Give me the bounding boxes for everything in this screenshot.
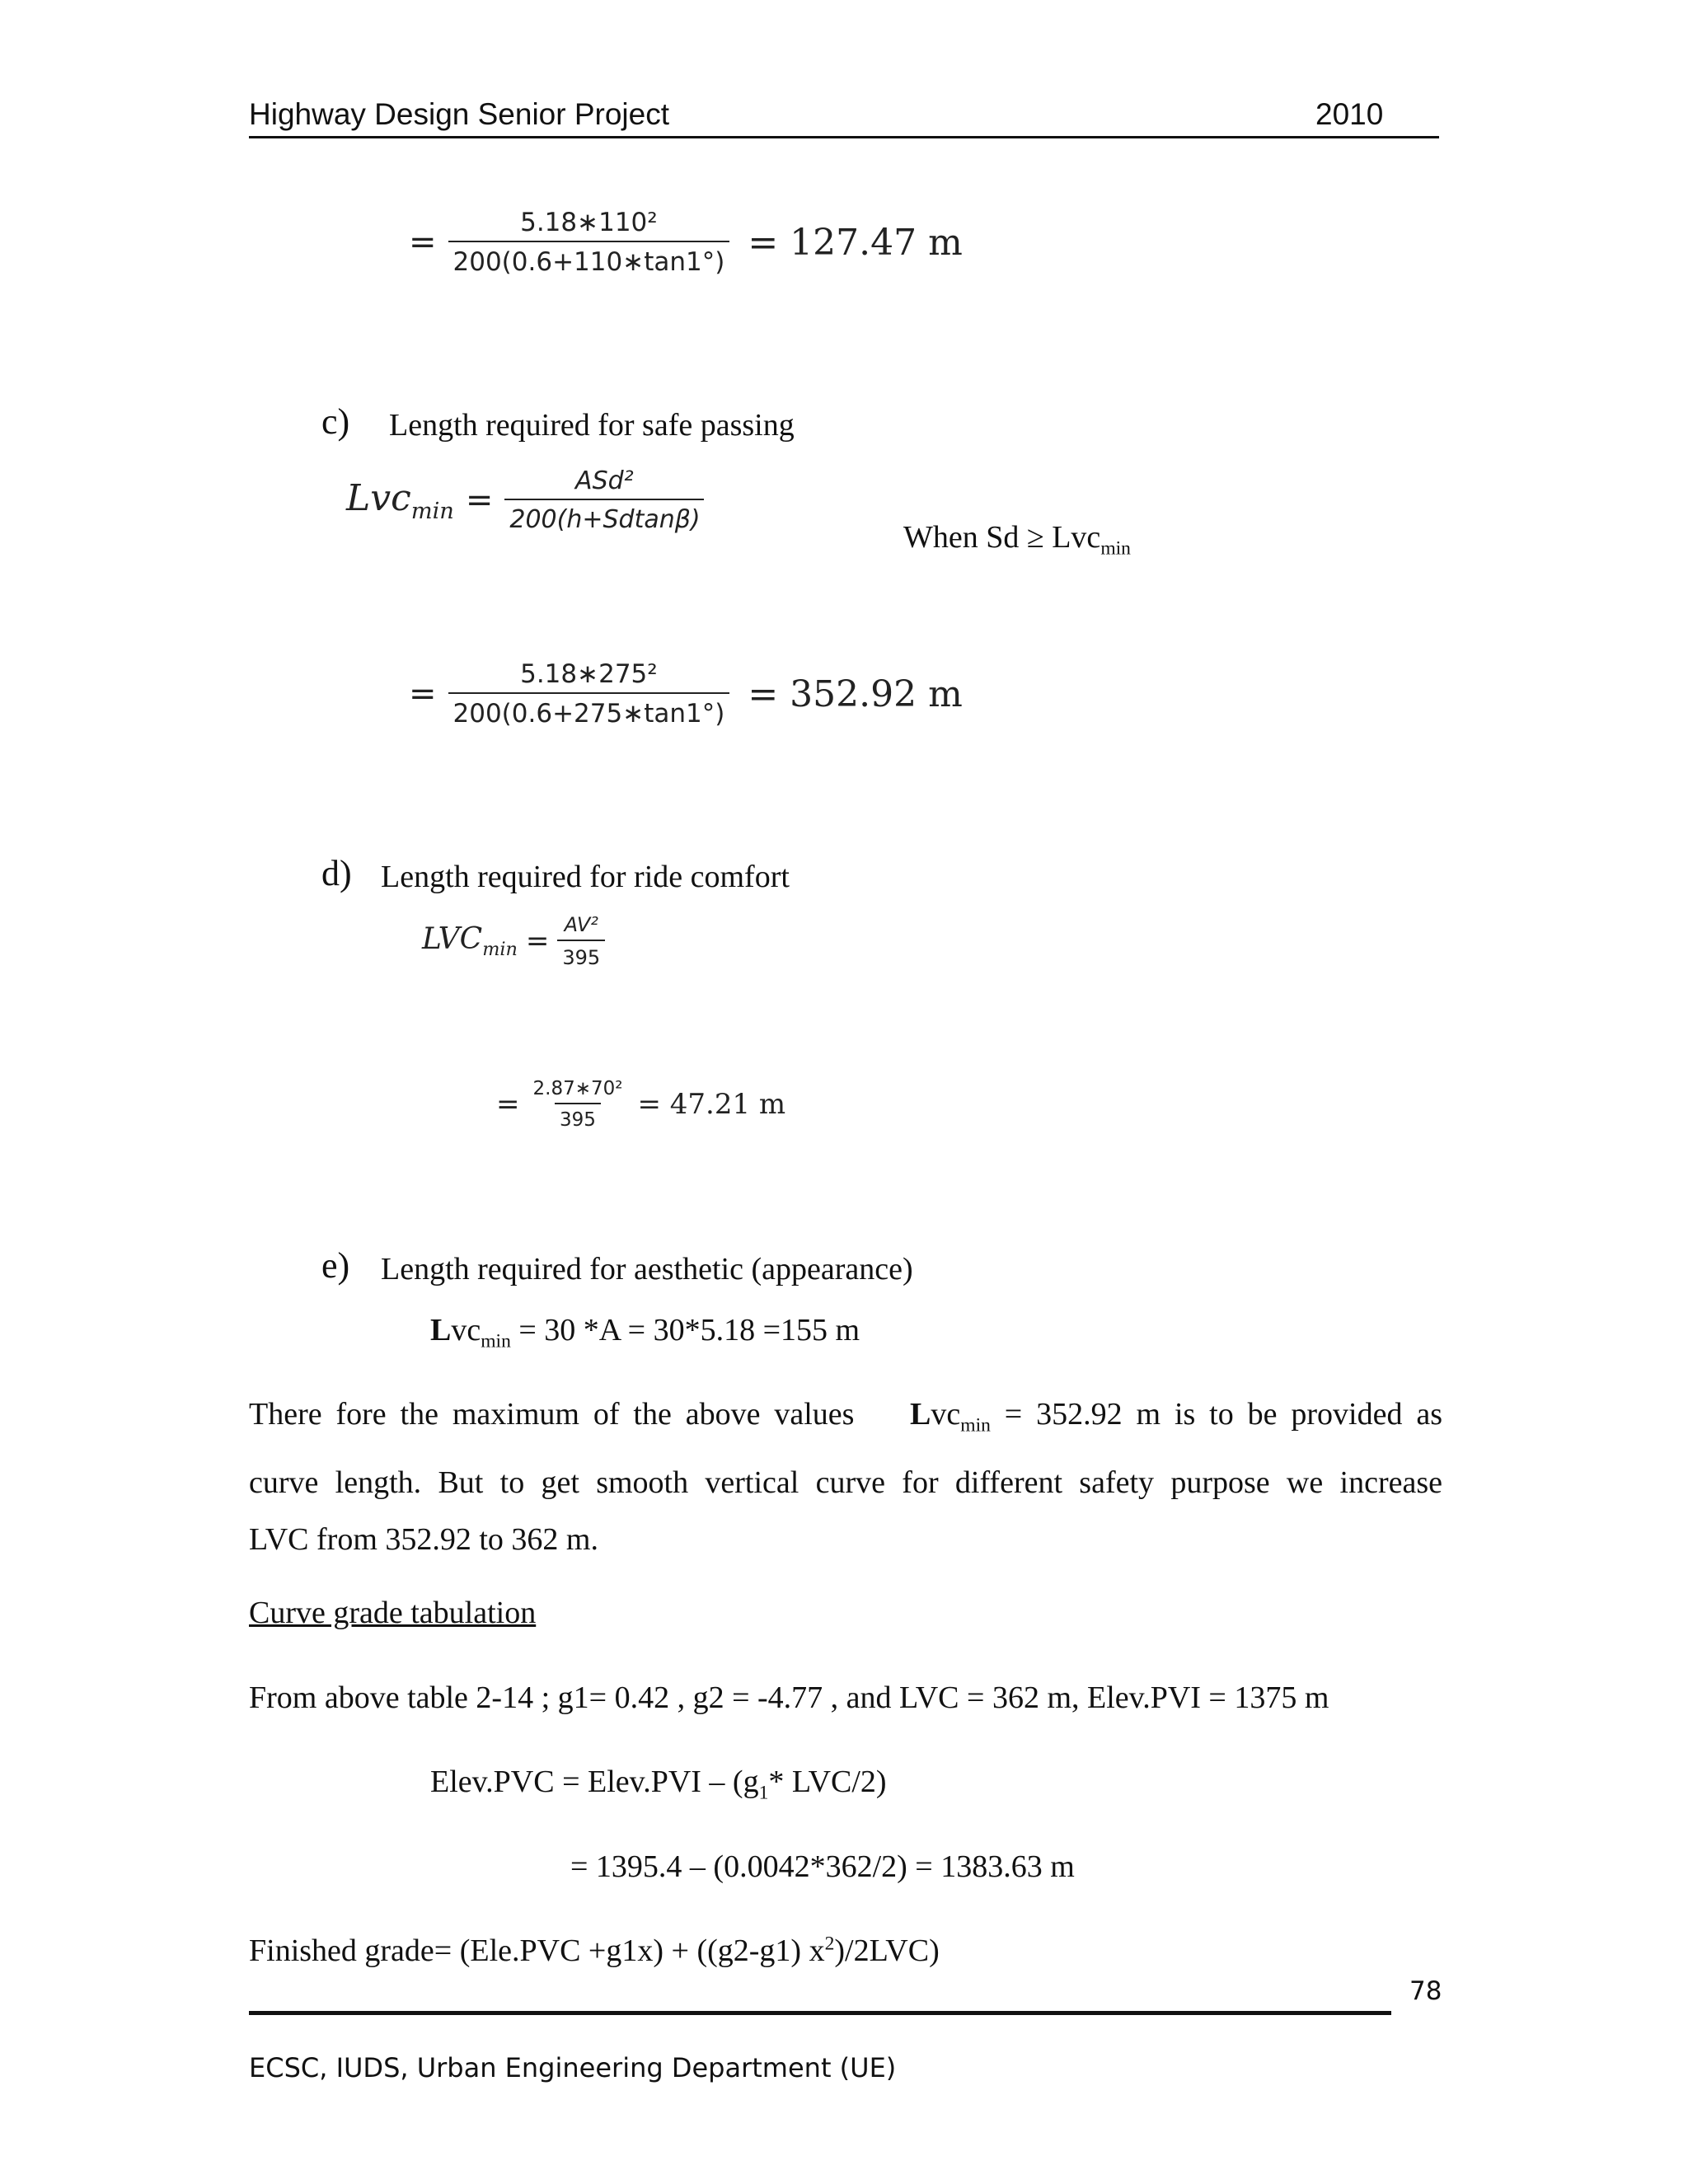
denominator: 395 [557, 940, 605, 969]
result: = 127.47 m [748, 221, 963, 264]
curve-grade-heading: Curve grade tabulation [249, 1596, 537, 1630]
section-d-letter: d) [321, 853, 352, 893]
pvc-calculation: = 1395.4 – (0.0042*362/2) = 1383.63 m [570, 1849, 1075, 1884]
header-year: 2010 [1315, 97, 1384, 131]
denominator: 200(0.6+275∗tan1°) [448, 692, 730, 729]
result: = 47.21 m [637, 1088, 786, 1121]
equals-sign: = [409, 223, 437, 261]
equals-sign: = [525, 925, 550, 958]
conclusion-paragraph [249, 1386, 1442, 1568]
equals-sign: = [409, 675, 437, 713]
equals-sign: = [496, 1088, 520, 1121]
section-c-title: Length required for safe passing [389, 408, 795, 443]
header-title: Highway Design Senior Project [249, 97, 670, 131]
section-d-calc [496, 1078, 785, 1131]
section-c-calc [409, 659, 963, 729]
fraction [504, 466, 704, 534]
finished-grade-equation: Finished grade= (Ele.PVC +g1x) + ((g2-g1) $x^2)/2LVC$) [249, 1933, 940, 1968]
section-e-letter: e) [321, 1245, 350, 1286]
numerator: ASd² [575, 466, 634, 495]
numerator: AV² [564, 913, 598, 936]
pvc-equation: Elev.PVC = Elev.PVI – ($g_1*$ LVC/2) [430, 1765, 887, 1804]
paragraph-line: There fore the maximum of the above values Lvc$_{min}$ = 352.92 m is to be provided as [249, 1397, 1443, 1436]
equation-1 [409, 208, 963, 277]
paragraph-line: LVC from 352.92 to 362 m. [249, 1521, 598, 1557]
section-c-letter: c) [321, 401, 350, 442]
denominator: 395 [555, 1103, 601, 1131]
numerator: 5.18∗110² [520, 208, 658, 237]
lvc-symbol: $LVC_{min}$ [422, 921, 518, 961]
section-e-title: Length required for aesthetic (appearance) [381, 1252, 913, 1286]
given-values-line: From above table 2-14 ; g1= 0.42 , g2 = -4.77 , and LVC = 362 m, Elev.PVI = 1375 m [249, 1680, 1329, 1715]
section-c-condition: When Sd ≥ Lvc$_{min}$ [903, 520, 1131, 560]
fraction [528, 1078, 628, 1131]
fraction [448, 659, 730, 729]
header-rule [249, 136, 1439, 138]
lvc-symbol: Lvc$_{min}$ [346, 476, 454, 524]
numerator: 2.87∗70² [532, 1078, 623, 1099]
denominator: 200(h+Sdtanβ) [504, 499, 704, 534]
paragraph-line: curve length. But to get smooth vertical curve for different safety purpose we increase [249, 1465, 1442, 1500]
section-c-formula [346, 466, 704, 534]
result: = 352.92 m [748, 673, 963, 715]
numerator: 5.18∗275² [520, 659, 658, 689]
section-d-title: Length required for ride comfort [381, 860, 790, 894]
equals-sign: = [465, 481, 494, 519]
footer-text: ECSC, IUDS, Urban Engineering Department (UE) [249, 2052, 897, 2083]
fraction [448, 208, 730, 277]
fraction [557, 913, 605, 969]
footer-rule [249, 2011, 1391, 2015]
section-d-formula [422, 913, 605, 969]
denominator: 200(0.6+110∗tan1°) [448, 241, 730, 277]
section-e-formula: Lvc$_{min}$ = 30 *A = 30*5.18 =155 m [430, 1313, 860, 1352]
page-number: 78 [1409, 1976, 1442, 2006]
